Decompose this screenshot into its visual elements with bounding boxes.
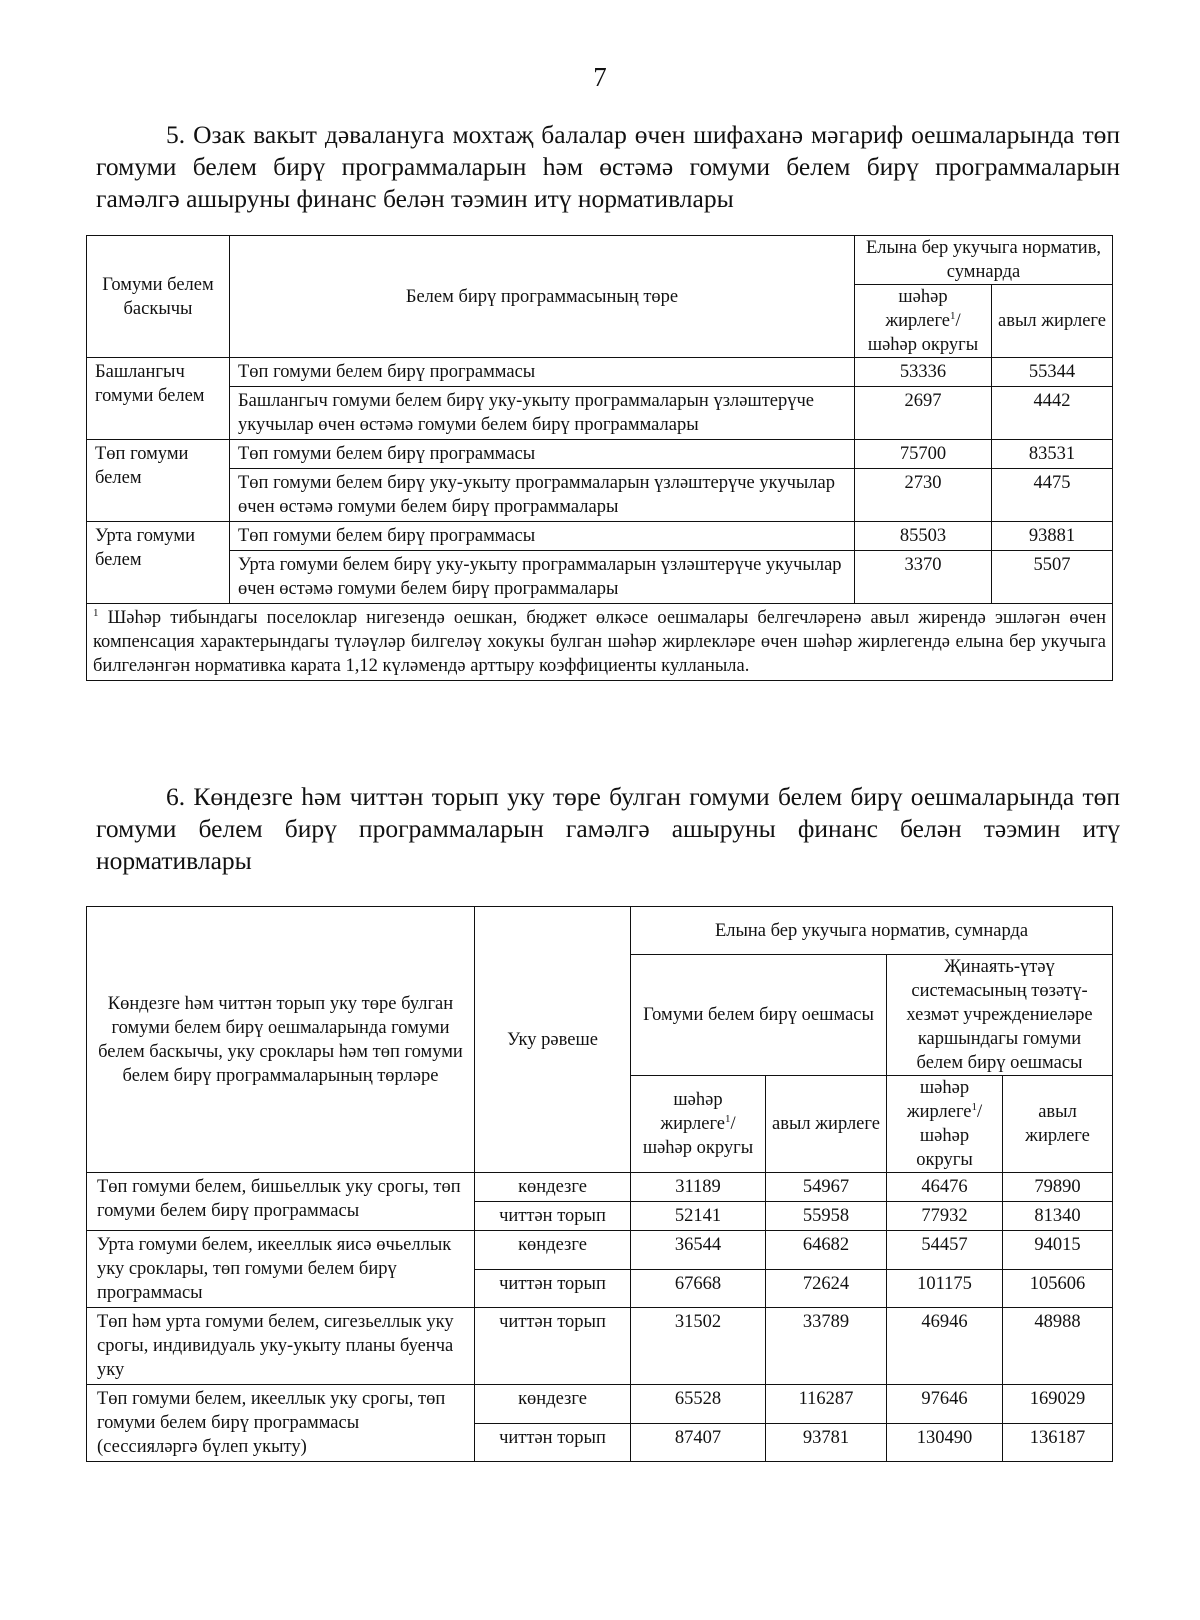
norm-correctional-village: 136187 — [1003, 1423, 1113, 1462]
norm-city: 3370 — [855, 551, 992, 604]
norm-village: 4475 — [992, 469, 1113, 522]
program-type: Төп гомуми белем бирү программасы — [230, 522, 855, 551]
program-description: Урта гомуми белем, икееллык яисә өчьеллык уку сроклары, төп гомуми белем бирү программасы — [87, 1231, 475, 1308]
table-section-6 — [86, 906, 1113, 1462]
norm-general-village: 93781 — [766, 1423, 887, 1462]
footnote-mark: 1 — [93, 606, 99, 619]
study-form: читтән торып — [475, 1202, 631, 1231]
norm-correctional-village: 169029 — [1003, 1385, 1113, 1424]
table-section-5 — [86, 235, 1113, 681]
norm-general-city: 87407 — [631, 1423, 766, 1462]
norm-correctional-city: 54457 — [887, 1231, 1003, 1270]
header-city-2: шәһәр жирлеге$^1$/ шәһәр округы — [887, 1076, 1003, 1173]
norm-correctional-village: 94015 — [1003, 1231, 1113, 1270]
footnote — [87, 604, 1113, 681]
norm-general-village: 64682 — [766, 1231, 887, 1270]
norm-correctional-city: 130490 — [887, 1423, 1003, 1462]
header-study-form: Уку рәвеше — [475, 907, 631, 1173]
norm-correctional-city: 97646 — [887, 1385, 1003, 1424]
program-description: Төп гомуми белем, бишьеллык уку срогы, төп гомуми белем бирү программасы — [87, 1173, 475, 1231]
table-row — [87, 440, 1113, 469]
footnote-row — [87, 604, 1113, 681]
education-level: Башлангыч гомуми белем — [87, 358, 230, 440]
norm-correctional-city: 46946 — [887, 1308, 1003, 1385]
table-row — [87, 522, 1113, 551]
header-norm: Елына бер укучыга норматив, сумнарда — [855, 236, 1113, 285]
norm-correctional-city: 46476 — [887, 1173, 1003, 1202]
norm-general-village: 33789 — [766, 1308, 887, 1385]
study-form: көндезге — [475, 1231, 631, 1270]
norm-correctional-village: 48988 — [1003, 1308, 1113, 1385]
table-row — [87, 1308, 1113, 1385]
norm-general-city: 36544 — [631, 1231, 766, 1270]
table-row — [87, 469, 1113, 522]
norm-city: 85503 — [855, 522, 992, 551]
norm-general-city: 67668 — [631, 1269, 766, 1308]
header-city: шәһәр жирлеге$^1$/ шәһәр округы — [855, 285, 992, 358]
norm-correctional-village: 81340 — [1003, 1202, 1113, 1231]
table-row — [87, 387, 1113, 440]
program-type: Төп гомуми белем бирү уку-укыту программаларын үзләштерүче укучылар өчен өстәмә гомуми белем бирү программалары — [230, 469, 855, 522]
norm-general-city: 52141 — [631, 1202, 766, 1231]
norm-correctional-city: 77932 — [887, 1202, 1003, 1231]
study-form: читтән торып — [475, 1308, 631, 1385]
education-level: Урта гомуми белем — [87, 522, 230, 604]
program-description: Төп гомуми белем, икееллык уку срогы, төп гомуми белем бирү программасы (сессияләргә бүлеп укыту) — [87, 1385, 475, 1462]
study-form: читтән торып — [475, 1269, 631, 1308]
norm-general-village: 72624 — [766, 1269, 887, 1308]
program-type: Башлангыч гомуми белем бирү уку-укыту программаларын үзләштерүче укучылар өчен өстәмә гомуми белем бирү программалары — [230, 387, 855, 440]
norm-village: 5507 — [992, 551, 1113, 604]
header-general-org: Гомуми белем бирү оешмасы — [631, 955, 887, 1076]
section-6-heading: 6. Көндезге һәм читтән торып уку төре булган гомуми белем бирү оешмаларында төп гомуми белем бирү программаларын гамәлгә ашыруны финанс белән тәэмин итү нормативлары — [96, 782, 1120, 875]
header-program-type: Белем бирү программасының төре — [230, 236, 855, 358]
footnote-text: Шәһәр тибындагы поселоклар нигезендә оешкан, бюджет өлкәсе оешмалары белгечләренә авыл жирендә эшләгән өчен компенсация характерындагы түләүләр билгеләү хокукы булган шәһәр жирлекләре өчен шәһәр жирлегендә елына бер укучыга билгеләнгән нормативка карата 1,12 күләмендә арттыру коэффициенты кулланыла. — [93, 608, 1107, 676]
study-form: көндезге — [475, 1385, 631, 1424]
study-form: көндезге — [475, 1173, 631, 1202]
table-row — [87, 1385, 1113, 1424]
norm-village: 4442 — [992, 387, 1113, 440]
norm-city: 75700 — [855, 440, 992, 469]
header-correctional-org: Җинаять-үтәү системасының төзәтү-хезмәт учреждениеләре каршындагы гомуми белем бирү оешмасы — [887, 955, 1113, 1076]
norm-general-village: 116287 — [766, 1385, 887, 1424]
table-row — [87, 1173, 1113, 1202]
header-village-2: авыл жирлеге — [1003, 1076, 1113, 1173]
norm-general-city: 31502 — [631, 1308, 766, 1385]
header-level: Гомуми белем баскычы — [87, 236, 230, 358]
norm-city: 2697 — [855, 387, 992, 440]
program-type: Төп гомуми белем бирү программасы — [230, 440, 855, 469]
norm-general-village: 55958 — [766, 1202, 887, 1231]
program-type: Төп гомуми белем бирү программасы — [230, 358, 855, 387]
table-row — [87, 358, 1113, 387]
header-norm: Елына бер укучыга норматив, сумнарда — [631, 907, 1113, 955]
program-description: Төп һәм урта гомуми белем, сигезьеллык уку срогы, индивидуаль уку-укыту планы буенча уку — [87, 1308, 475, 1385]
norm-general-city: 65528 — [631, 1385, 766, 1424]
norm-village: 93881 — [992, 522, 1113, 551]
norm-correctional-village: 79890 — [1003, 1173, 1113, 1202]
norm-general-village: 54967 — [766, 1173, 887, 1202]
norm-city: 2730 — [855, 469, 992, 522]
header-city-1: шәһәр жирлеге$^1$/ шәһәр округы — [631, 1076, 766, 1173]
page-number: 7 — [593, 62, 607, 92]
header-village-1: авыл жирлеге — [766, 1076, 887, 1173]
norm-village: 83531 — [992, 440, 1113, 469]
program-type: Урта гомуми белем бирү уку-укыту программаларын үзләштерүче укучылар өчен өстәмә гомуми белем бирү программалары — [230, 551, 855, 604]
education-level: Төп гомуми белем — [87, 440, 230, 522]
header-village: авыл жирлеге — [992, 285, 1113, 358]
norm-village: 55344 — [992, 358, 1113, 387]
norm-correctional-city: 101175 — [887, 1269, 1003, 1308]
study-form: читтән торып — [475, 1423, 631, 1462]
norm-city: 53336 — [855, 358, 992, 387]
norm-correctional-village: 105606 — [1003, 1269, 1113, 1308]
norm-general-city: 31189 — [631, 1173, 766, 1202]
table-row — [87, 551, 1113, 604]
section-5-heading: 5. Озак вакыт дәвалануга мохтаҗ балалар өчен шифаханә мәгариф оешмаларында төп гомуми белем бирү программаларын һәм өстәмә гомуми белем бирү программаларын гамәлгә ашыруны финанс белән тәэмин итү нормативлары — [96, 120, 1120, 213]
table-row — [87, 1231, 1113, 1270]
header-program-kind: Көндезге һәм читтән торып уку төре булган гомуми белем бирү оешмаларында гомуми белем баскычы, уку сроклары һәм төп гомуми белем бирү программаларының төрләре — [87, 907, 475, 1173]
